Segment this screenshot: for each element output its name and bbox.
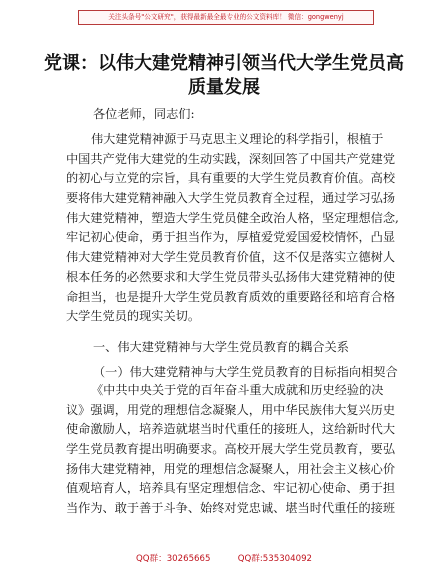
title-line-2: 质量发展 (188, 77, 260, 98)
paragraph-line: 学生党员教育提出明确要求。高校开展大学生党员教育，要弘 (66, 442, 396, 457)
title-line-1: 党课：以伟大建党精神引领当代大学生党员高 (44, 53, 404, 74)
promo-banner (78, 10, 374, 25)
paragraph-line: 的初心与立党的宗旨，具有重要的大学生党员教育价值。高校 (66, 171, 396, 186)
salutation: 各位老师，同志们: (93, 107, 195, 121)
subsection-heading: （一）伟大建党精神与大学生党员教育的目标指向相契合 (93, 365, 398, 379)
paragraph-line: 《中共中央关于党的百年奋斗重大成就和历史经验的决 (91, 383, 384, 397)
paragraph-line: 当作为、敢于善于斗争、始终对党忠诚、堪当时代重任的接班 (66, 501, 396, 516)
paragraph-line: 伟大建党精神源于马克思主义理论的科学指引，根植于 (91, 132, 384, 146)
qq-group-footer: QQ群：30265665 QQ群:535304092 (136, 554, 312, 564)
paragraph-line: 伟大建党精神对大学生党员教育价值，这不仅是落实立德树人 (66, 250, 396, 265)
paragraph-line: 中国共产党伟大建党的生动实践，深刻回答了中国共产党建党 (66, 151, 396, 166)
paragraph-line: 牢记初心使命，勇于担当作为，厚植爱党爱国爱校情怀，凸显 (66, 230, 396, 245)
section-heading: 一、伟大建党精神与大学生党员教育的耦合关系 (93, 340, 349, 354)
promo-banner-text: 关注头条号"公文研究"，获得最新最全最专业的公文资料库！ 微信：gongwenyj (108, 13, 344, 21)
paragraph-line: 议》强调，用党的理想信念凝聚人，用中华民族伟大复兴历史 (66, 402, 396, 417)
paragraph-line: 命担当，也是提升大学生党员教育质效的重要路径和培育合格 (66, 289, 396, 304)
paragraph-intro (66, 130, 399, 327)
document-title (40, 52, 408, 100)
paragraph-line: 根本任务的必然要求和大学生党员带头弘扬伟大建党精神的使 (66, 269, 396, 284)
paragraph-line: 伟大建党精神，塑造大学生党员健全政治人格，坚定理想信念, (66, 210, 399, 225)
paragraph-resolution (66, 381, 396, 519)
paragraph-line: 大学生党员的现实关切。 (66, 309, 201, 324)
paragraph-line: 扬伟大建党精神，用党的理想信念凝聚人，用社会主义核心价 (66, 461, 396, 476)
paragraph-line: 使命激励人，培养造就堪当时代重任的接班人，这给新时代大 (66, 422, 396, 437)
paragraph-line: 值观培育人，培养具有坚定理想信念、牢记初心使命、勇于担 (66, 481, 396, 496)
paragraph-line: 要将伟大建党精神融入大学生党员教育全过程，通过学习弘扬 (66, 191, 396, 206)
